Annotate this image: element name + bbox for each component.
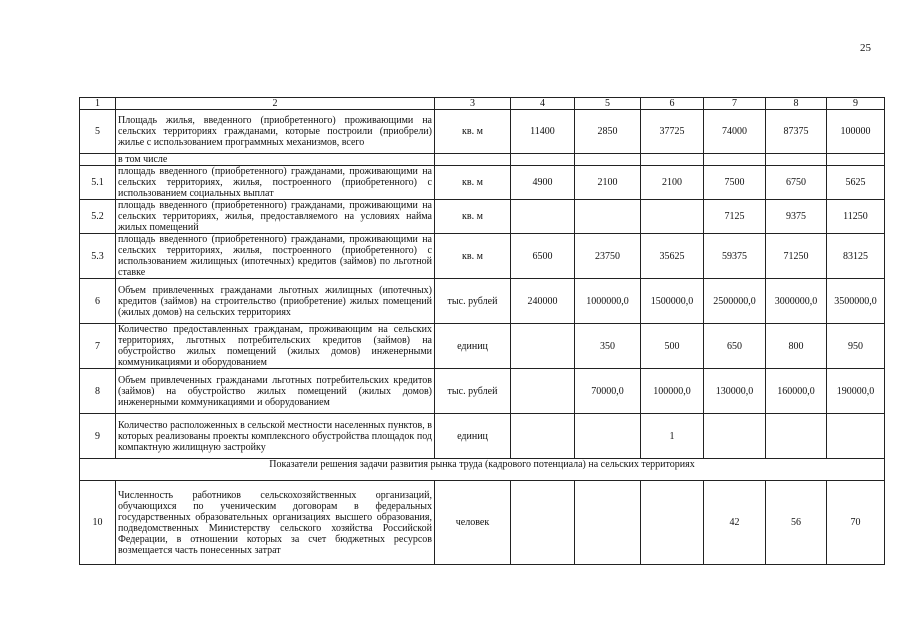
value-col4 bbox=[511, 324, 575, 369]
table-row bbox=[80, 234, 885, 279]
page-number: 25 bbox=[860, 42, 871, 54]
row-description: Площадь жилья, введенного (приобретенного) проживающими на сельских территориях гражданами, которые построили (приобрели) жилье с использованием программных механизмов, всего bbox=[116, 110, 435, 154]
table-row bbox=[80, 481, 885, 565]
indicators-table bbox=[79, 97, 885, 565]
value-col4 bbox=[511, 154, 575, 166]
value-col5: 23750 bbox=[575, 234, 641, 279]
column-number: 1 bbox=[80, 98, 116, 110]
table-row bbox=[80, 279, 885, 324]
value-col4 bbox=[511, 481, 575, 565]
row-description: в том числе bbox=[116, 154, 435, 166]
column-number: 2 bbox=[116, 98, 435, 110]
row-unit: кв. м bbox=[435, 110, 511, 154]
value-col5 bbox=[575, 200, 641, 234]
table-row bbox=[80, 154, 885, 166]
value-col6: 500 bbox=[641, 324, 704, 369]
value-col8: 6750 bbox=[766, 166, 827, 200]
value-col7: 7500 bbox=[704, 166, 766, 200]
row-number: 5 bbox=[80, 110, 116, 154]
row-unit: кв. м bbox=[435, 234, 511, 279]
row-unit: кв. м bbox=[435, 200, 511, 234]
row-description: площадь введенного (приобретенного) гражданами, проживающими на сельских территориях, жилья, построенного (приобретенного) с использованием социальных выплат bbox=[116, 166, 435, 200]
value-col4 bbox=[511, 369, 575, 414]
value-col7 bbox=[704, 414, 766, 459]
column-number: 4 bbox=[511, 98, 575, 110]
row-description: Объем привлеченных гражданами льготных жилищных (ипотечных) кредитов (займов) на строительство (приобретение) жилых помещений (жилых домов) на сельских территориях bbox=[116, 279, 435, 324]
section-title: Показатели решения задачи развития рынка труда (кадрового потенциала) на сельских территориях bbox=[80, 459, 885, 481]
value-col8: 56 bbox=[766, 481, 827, 565]
value-col7: 7125 bbox=[704, 200, 766, 234]
value-col6: 1500000,0 bbox=[641, 279, 704, 324]
value-col9: 11250 bbox=[827, 200, 885, 234]
value-col4 bbox=[511, 200, 575, 234]
value-col7: 2500000,0 bbox=[704, 279, 766, 324]
value-col5 bbox=[575, 154, 641, 166]
value-col5: 70000,0 bbox=[575, 369, 641, 414]
row-unit: кв. м bbox=[435, 166, 511, 200]
value-col9: 5625 bbox=[827, 166, 885, 200]
row-unit: единиц bbox=[435, 414, 511, 459]
row-number: 5.3 bbox=[80, 234, 116, 279]
value-col7: 650 bbox=[704, 324, 766, 369]
value-col8: 9375 bbox=[766, 200, 827, 234]
table-row bbox=[80, 324, 885, 369]
value-col9: 100000 bbox=[827, 110, 885, 154]
column-number: 9 bbox=[827, 98, 885, 110]
value-col4: 4900 bbox=[511, 166, 575, 200]
row-number: 7 bbox=[80, 324, 116, 369]
value-col4: 6500 bbox=[511, 234, 575, 279]
row-unit: человек bbox=[435, 481, 511, 565]
value-col5: 2100 bbox=[575, 166, 641, 200]
table-row bbox=[80, 166, 885, 200]
value-col7: 42 bbox=[704, 481, 766, 565]
row-number: 6 bbox=[80, 279, 116, 324]
value-col8: 71250 bbox=[766, 234, 827, 279]
value-col7: 130000,0 bbox=[704, 369, 766, 414]
value-col7 bbox=[704, 154, 766, 166]
row-number: 5.2 bbox=[80, 200, 116, 234]
value-col4: 11400 bbox=[511, 110, 575, 154]
value-col5: 2850 bbox=[575, 110, 641, 154]
value-col9: 190000,0 bbox=[827, 369, 885, 414]
value-col4 bbox=[511, 414, 575, 459]
row-description: площадь введенного (приобретенного) гражданами, проживающими на сельских территориях, жилья, предоставляемого на условиях найма жилых помещений bbox=[116, 200, 435, 234]
row-unit: единиц bbox=[435, 324, 511, 369]
value-col5 bbox=[575, 414, 641, 459]
value-col4: 240000 bbox=[511, 279, 575, 324]
row-unit: тыс. рублей bbox=[435, 279, 511, 324]
row-number bbox=[80, 154, 116, 166]
value-col7: 59375 bbox=[704, 234, 766, 279]
value-col8 bbox=[766, 414, 827, 459]
value-col6: 37725 bbox=[641, 110, 704, 154]
row-unit bbox=[435, 154, 511, 166]
value-col6: 35625 bbox=[641, 234, 704, 279]
value-col9: 950 bbox=[827, 324, 885, 369]
column-number-row bbox=[80, 98, 885, 110]
row-description: Количество расположенных в сельской местности населенных пунктов, в которых реализованы проекты комплексного обустройства площадок под компактную жилищную застройку bbox=[116, 414, 435, 459]
column-number: 5 bbox=[575, 98, 641, 110]
value-col6: 1 bbox=[641, 414, 704, 459]
value-col9 bbox=[827, 154, 885, 166]
row-number: 5.1 bbox=[80, 166, 116, 200]
row-description: Численность работников сельскохозяйственных организаций, обучающихся по ученическим договорам в федеральных государственных образовательных организациях высшего образования, подведомственных Министерству сельского хозяйства Российской Федерации, в отношении которых за счет бюджетных ресурсов возмещается часть понесенных затрат bbox=[116, 481, 435, 565]
row-unit: тыс. рублей bbox=[435, 369, 511, 414]
value-col6 bbox=[641, 154, 704, 166]
table-row bbox=[80, 200, 885, 234]
value-col6: 100000,0 bbox=[641, 369, 704, 414]
row-number: 10 bbox=[80, 481, 116, 565]
row-number: 8 bbox=[80, 369, 116, 414]
value-col8: 3000000,0 bbox=[766, 279, 827, 324]
table-row bbox=[80, 414, 885, 459]
table-row bbox=[80, 369, 885, 414]
value-col9: 3500000,0 bbox=[827, 279, 885, 324]
row-description: площадь введенного (приобретенного) гражданами, проживающими на сельских территориях, жилья, построенного (приобретенного) с использованием жилищных (ипотечных) кредитов (займов) по льготной ставке bbox=[116, 234, 435, 279]
column-number: 3 bbox=[435, 98, 511, 110]
table-row bbox=[80, 110, 885, 154]
value-col6 bbox=[641, 481, 704, 565]
column-number: 7 bbox=[704, 98, 766, 110]
section-row bbox=[80, 459, 885, 481]
value-col8: 800 bbox=[766, 324, 827, 369]
row-description: Объем привлеченных гражданами льготных потребительских кредитов (займов) на обустройство жилых помещений (жилых домов) инженерными коммуникациями и оборудованием bbox=[116, 369, 435, 414]
value-col9: 70 bbox=[827, 481, 885, 565]
row-number: 9 bbox=[80, 414, 116, 459]
column-number: 6 bbox=[641, 98, 704, 110]
value-col9: 83125 bbox=[827, 234, 885, 279]
value-col7: 74000 bbox=[704, 110, 766, 154]
row-description: Количество предоставленных гражданам, проживающим на сельских территориях, льготных потребительских кредитов (займов) на обустройство жилых помещений (жилых домов) инженерными коммуникациями и оборудованием bbox=[116, 324, 435, 369]
column-number: 8 bbox=[766, 98, 827, 110]
value-col5: 1000000,0 bbox=[575, 279, 641, 324]
value-col5: 350 bbox=[575, 324, 641, 369]
value-col6 bbox=[641, 200, 704, 234]
value-col8: 87375 bbox=[766, 110, 827, 154]
value-col8 bbox=[766, 154, 827, 166]
value-col9 bbox=[827, 414, 885, 459]
value-col5 bbox=[575, 481, 641, 565]
value-col6: 2100 bbox=[641, 166, 704, 200]
value-col8: 160000,0 bbox=[766, 369, 827, 414]
